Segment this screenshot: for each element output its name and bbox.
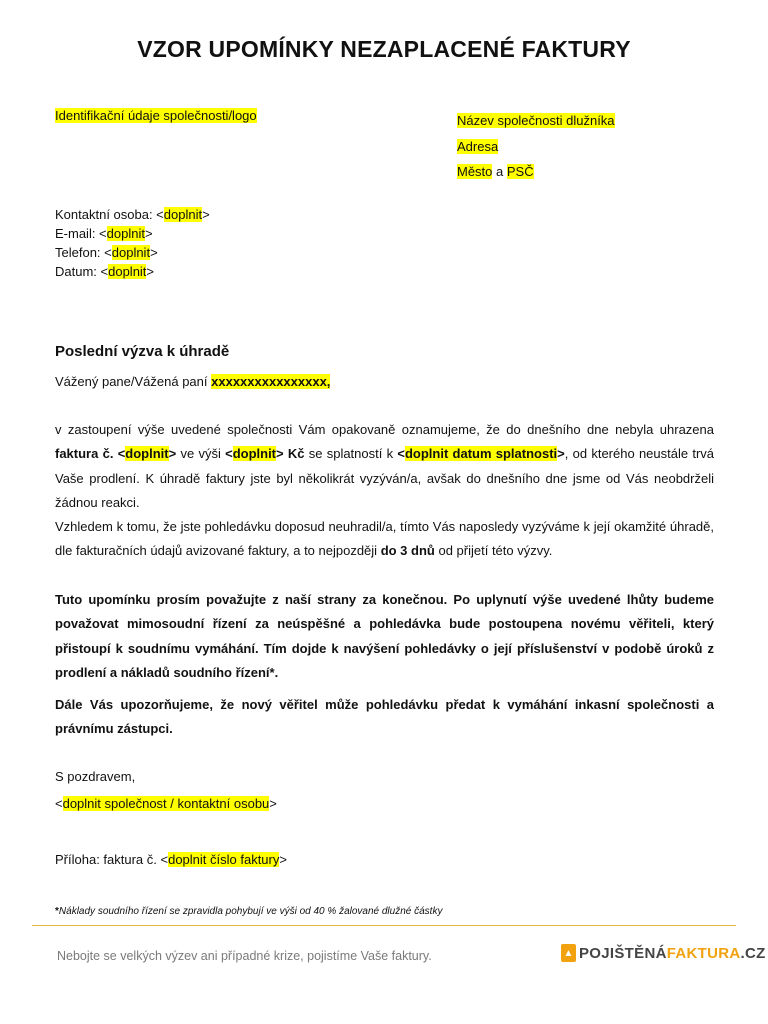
signature-placeholder: doplnit společnost / kontaktní osobu [62,796,270,811]
paragraph-collection-warning: Dále Vás upozorňujeme, že nový věřitel může pohledávku předat k vymáhání inkasní společnosti a právnímu zástupci. [55,697,714,737]
contact-person: Kontaktní osoba: <doplnit> [55,207,210,222]
footer-slogan: Nebojte se velkých výzev ani případné krize, pojistíme Vaše faktury. [57,949,432,963]
footer-divider [32,925,736,926]
paragraph-invoice-overdue: v zastoupení výše uvedené společnosti Vám opakovaně oznamujeme, že do dnešního dne nebyla uhrazena faktura č. <doplnit> ve výši <doplnit> Kč se splatností k <doplnit datum splatnosti>, od kterého neustále trvá Vaše prodlení. K úhradě faktury jste byl několikrát vyzýván/a, avšak do dnešního dne jsme od Vás neobdrželi žádnou reakci. [55,422,715,510]
greeting: Vážený pane/Vážená paní xxxxxxxxxxxxxxxx, [55,374,331,389]
debtor-city: Město [457,164,493,179]
contact-date: Datum: <doplnit> [55,264,155,279]
addressee-placeholder: xxxxxxxxxxxxxxxx, [211,374,331,389]
debtor-address: Adresa [457,138,499,154]
company-logo: ▲ POJIŠTĚNÁFAKTURA.CZ [561,944,766,962]
contact-phone: Telefon: <doplnit> [55,245,158,260]
amount-placeholder: doplnit [232,446,277,462]
sender-id-placeholder: Identifikační údaje společnosti/logo [55,108,257,123]
due-date-placeholder: doplnit datum splatnosti [404,446,558,462]
signature: <doplnit společnost / kontaktní osobu> [55,796,277,811]
letter-heading: Poslední výzva k úhradě [55,343,230,360]
attachment-line: Příloha: faktura č. <doplnit číslo faktury> [55,852,287,867]
footnote: *Náklady soudního řízení se zpravidla pohybují ve výši od 40 % žalované dlužné částky [55,906,443,917]
document-title: VZOR UPOMÍNKY NEZAPLACENÉ FAKTURY [137,36,631,62]
paragraph-payment-request: Vzhledem k tomu, že jste pohledávku doposud neuhradil/a, tímto Vás naposledy vyzýváme k její okamžité úhradě, dle fakturačních údajů avizované faktury, a to nejpozději do 3 dnů od přijetí této výzvy. [55,519,714,559]
closing: S pozdravem, [55,769,136,784]
contact-block [55,205,210,281]
attachment-placeholder: doplnit číslo faktury [168,852,280,867]
paragraph-final-notice: Tuto upomínku prosím považujte z naší strany za konečnou. Po uplynutí výše uvedené lhůty budeme považovat mimosoudní řízení za neúspěšné a pohledávka bude postoupena novému věřiteli, který přistoupí k soudnímu vymáhání. Tím dojde k navýšení pohledávky o její příslušenství v podobě úroků z prodlení a nákladů soudního řízení*. [55,592,714,680]
debtor-address-block [457,108,615,185]
contact-email: E-mail: <doplnit> [55,226,153,241]
logo-icon: ▲ [561,944,576,962]
invoice-number-placeholder: doplnit [125,446,169,462]
sender-identification [55,108,257,123]
debtor-zip: PSČ [506,164,534,179]
debtor-and: a [496,164,504,179]
debtor-name: Název společnosti dlužníka [457,113,615,128]
